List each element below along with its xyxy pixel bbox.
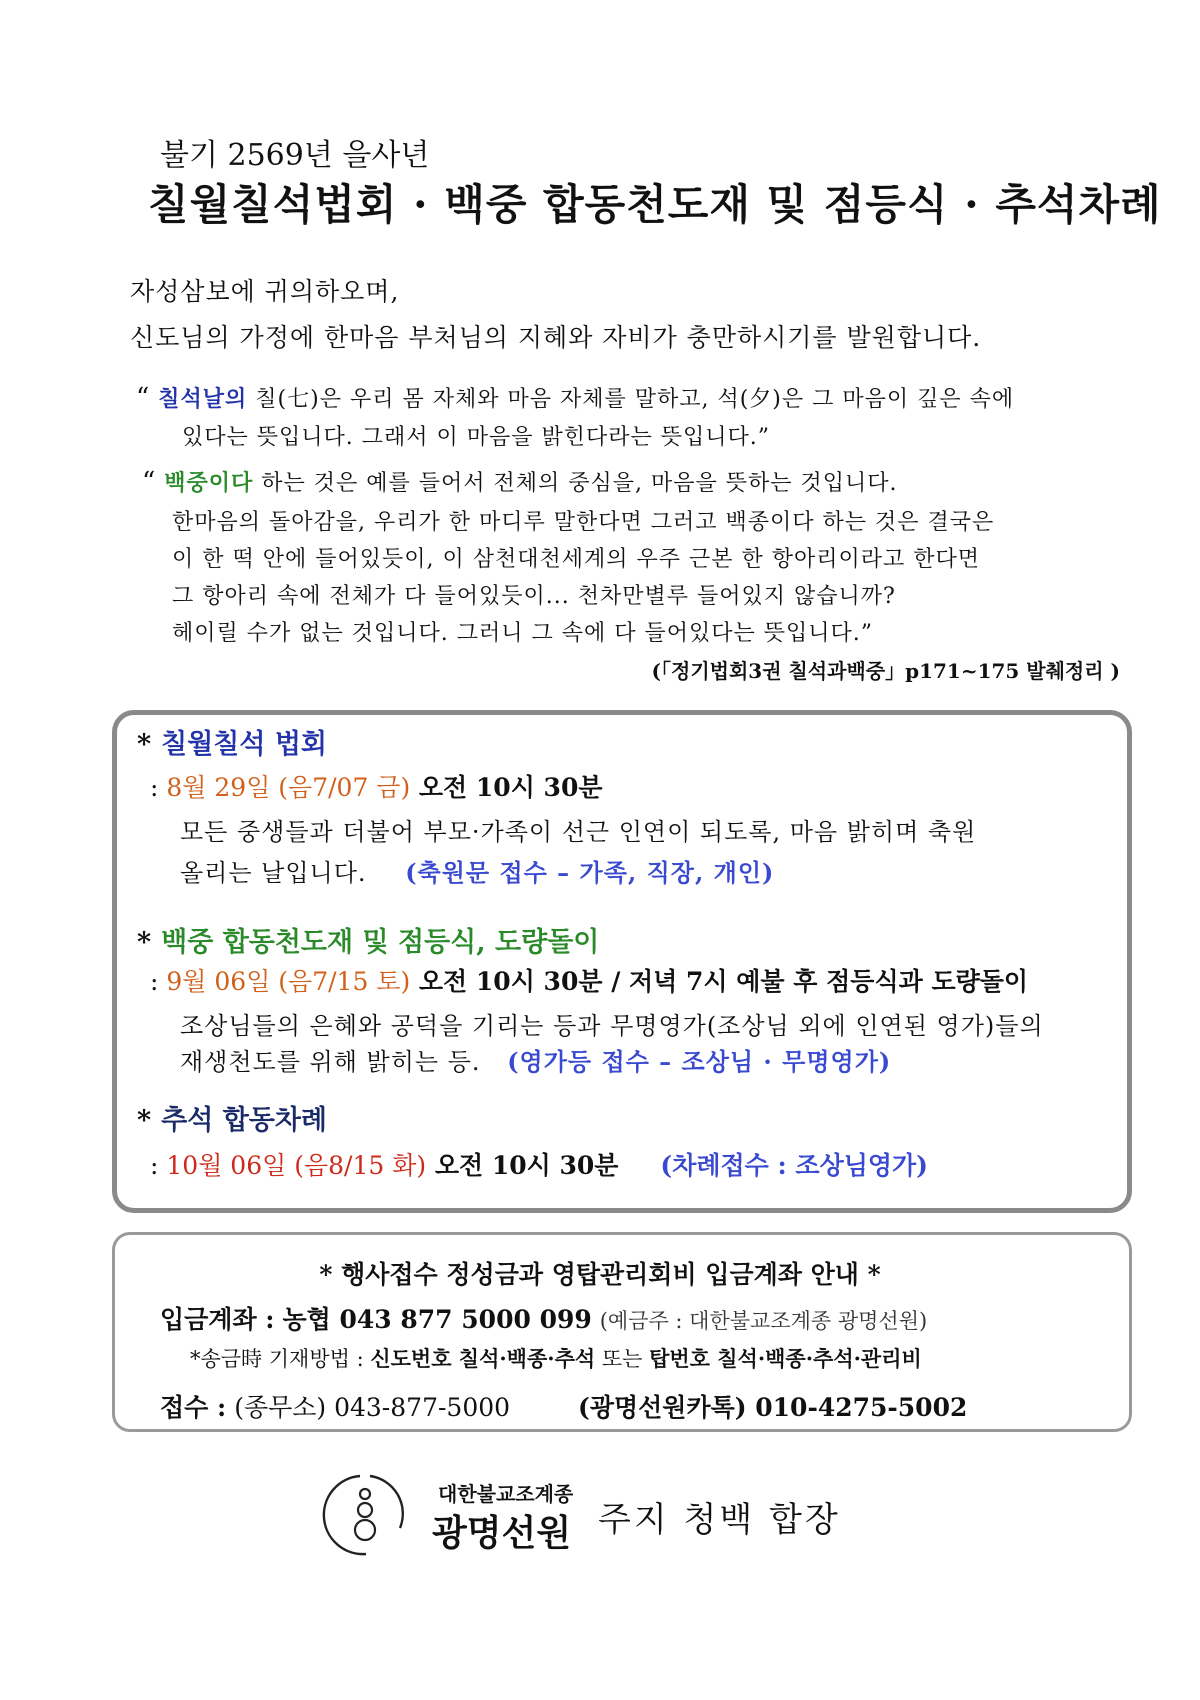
greeting-line-1: 자성삼보에 귀의하오며,	[130, 277, 400, 306]
quote-2-line-4: 그 항아리 속에 전체가 다 들어있듯이... 천차만별루 들어있지 않습니까?	[172, 584, 896, 609]
office-phone: (종무소) 043-877-5000	[234, 1393, 511, 1422]
org-name-small: 대한불교조계종	[438, 1482, 574, 1506]
event-2-heading	[137, 920, 599, 959]
event-3-date: 10월 06일 (음8/15 화)	[166, 1151, 427, 1180]
signature: 주지 청백 합장	[598, 1500, 841, 1540]
subtitle: 불기 2569년 을사년	[160, 138, 430, 173]
event-3-note: (차례접수 : 조상님영가)	[660, 1151, 929, 1180]
event-2-title: 백중 합동천도재 및 점등식, 도량돌이	[161, 927, 600, 958]
account-holder: (예금주 : 대한불교조계종 광명선원)	[599, 1309, 928, 1333]
quote-2-line-1	[142, 466, 898, 497]
event-2-time: 오전 10시 30분 / 저녁 7시 예불 후 점등식과 도량돌이	[410, 967, 1029, 996]
quote-2-line-2: 한마음의 돌아감을, 우리가 한 마디루 말한다면 그러고 백종이다 하는 것은 결국은	[172, 510, 995, 535]
method-line	[190, 1343, 922, 1373]
event-1-dateline	[150, 768, 603, 804]
event-2-note: (영가등 접수 – 조상님 · 무명영가)	[507, 1047, 892, 1076]
quote-mark: “	[136, 383, 151, 413]
temple-logo-icon	[320, 1470, 410, 1560]
colon: :	[150, 967, 159, 996]
kakao-contact: (광명선원카톡) 010-4275-5002	[578, 1393, 968, 1422]
quote-source: (「정기법회3권 칠석과백중」p171~175 발췌정리 )	[651, 659, 1120, 683]
quote-1-keyword: 칠석날의	[158, 386, 248, 412]
event-2-date: 9월 06일 (음7/15 토)	[166, 967, 411, 996]
event-3-heading	[137, 1098, 327, 1137]
quote-2-keyword: 백중이다	[164, 470, 254, 496]
quote-mark: “	[142, 467, 157, 497]
event-1-desc-1: 모든 중생들과 더불어 부모·가족이 선근 인연이 되도록, 마음 밝히며 축원	[180, 818, 977, 846]
quote-1-line-2: 있다는 뜻입니다. 그래서 이 마음을 밝힌다라는 뜻입니다.”	[182, 425, 770, 450]
event-1-heading	[137, 722, 327, 761]
event-1-time: 오전 10시 30분	[410, 773, 603, 802]
event-2-desc-2-line	[180, 1042, 891, 1077]
account-line	[160, 1300, 927, 1336]
reception-label: 접수 :	[160, 1393, 227, 1422]
event-1-note: (축원문 접수 – 가족, 직장, 개인)	[405, 858, 775, 887]
quote-2-text: 하는 것은 예를 들어서 전체의 중심을, 마음을 뜻하는 것입니다.	[253, 471, 898, 496]
event-1-date: 8월 29일 (음7/07 금)	[166, 773, 411, 802]
reception-line	[160, 1388, 967, 1424]
colon: :	[150, 773, 159, 802]
colon: :	[150, 1151, 159, 1180]
quote-2-line-5: 헤이릴 수가 없는 것입니다. 그러니 그 속에 다 들어있다는 뜻입니다.”	[172, 621, 873, 646]
event-3-dateline	[150, 1146, 928, 1182]
event-2-desc-1: 조상님들의 은혜와 공덕을 기리는 등과 무명영가(조상님 외에 인연된 영가)들의	[180, 1012, 1044, 1040]
account-label: 입금계좌 :	[160, 1305, 275, 1334]
quote-1-text: 칠(七)은 우리 몸 자체와 마음 자체를 말하고, 석(夕)은 그 마음이 깊은 속에	[247, 387, 1015, 412]
event-1-title: 칠월칠석 법회	[161, 729, 328, 760]
org-name: 광명선원	[432, 1513, 572, 1554]
method-a: 신도번호 칠석·백종·추석	[370, 1346, 596, 1371]
event-1-desc-2-line	[180, 853, 774, 888]
page-title: 칠월칠석법회 · 백중 합동천도재 및 점등식 · 추석차례	[148, 180, 1162, 229]
method-label: *송금時 기재방법 :	[190, 1347, 364, 1371]
event-1-desc-2: 올리는 날입니다.	[180, 859, 367, 887]
event-2-desc-2: 재생천도를 위해 밝히는 등.	[180, 1048, 481, 1076]
quote-2-line-3: 이 한 떡 안에 들어있듯이, 이 삼천대천세계의 우주 근본 한 항아리이라고 한다면	[172, 547, 980, 572]
account-bank: 농협 043 877 5000 099	[282, 1305, 592, 1334]
event-2-dateline	[150, 962, 1028, 998]
bullet-star: *	[137, 927, 152, 958]
method-or: 또는	[601, 1347, 643, 1371]
bullet-star: *	[137, 729, 152, 760]
bullet-star: *	[137, 1105, 152, 1136]
quote-1-line-1	[136, 382, 1014, 413]
account-title: * 행사접수 정성금과 영탑관리회비 입금계좌 안내 *	[319, 1260, 881, 1289]
event-3-time: 오전 10시 30분	[426, 1151, 619, 1180]
method-b: 탑번호 칠석·백종·추석·관리비	[649, 1346, 922, 1371]
greeting-line-2: 신도님의 가정에 한마음 부처님의 지혜와 자비가 충만하시기를 발원합니다.	[130, 323, 982, 352]
event-3-title: 추석 합동차례	[161, 1105, 328, 1136]
